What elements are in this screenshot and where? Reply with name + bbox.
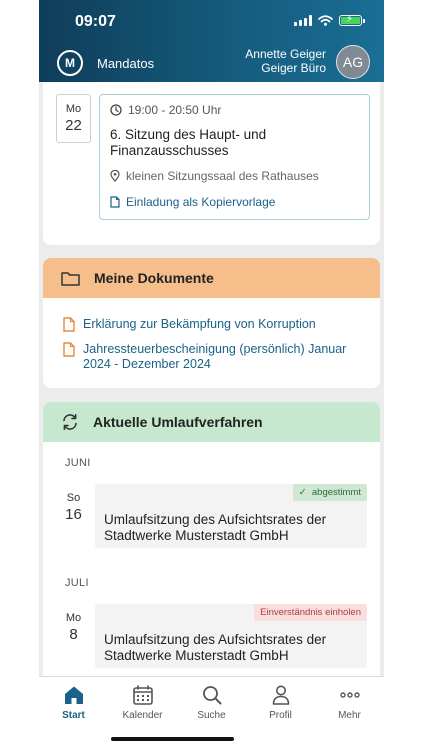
meeting-day: 22 xyxy=(65,117,82,134)
search-icon xyxy=(201,685,223,705)
document-title: Erklärung zur Bekämpfung von Korruption xyxy=(83,317,316,331)
meeting-details[interactable] xyxy=(99,94,370,220)
circulars-header[interactable] xyxy=(43,402,380,442)
documents-header[interactable] xyxy=(43,258,380,298)
battery-icon: ⚡ xyxy=(339,15,362,26)
wifi-icon xyxy=(318,15,333,26)
document-item[interactable] xyxy=(43,342,380,372)
circular-day: 8 xyxy=(69,626,78,643)
document-icon xyxy=(63,317,75,332)
app-title: Mandatos xyxy=(97,55,155,71)
documents-title: Meine Dokumente xyxy=(94,270,214,286)
home-icon xyxy=(63,685,85,705)
tab-label: Kalender xyxy=(122,710,163,721)
app-brand[interactable] xyxy=(57,50,154,76)
invitation-link[interactable] xyxy=(110,195,359,209)
tab-start[interactable] xyxy=(39,677,108,750)
month-label: JUNI xyxy=(65,457,91,469)
meeting-location: kleinen Sitzungssaal des Rathauses xyxy=(126,169,319,183)
invitation-link-label: Einladung als Kopiervorlage xyxy=(126,195,276,209)
status-badge: Einverständnis einholen xyxy=(254,604,367,621)
documents-card xyxy=(43,258,380,388)
circular-day: 16 xyxy=(65,506,82,523)
meeting-weekday: Mo xyxy=(65,103,82,115)
tab-label: Start xyxy=(62,710,85,721)
location-pin-icon xyxy=(110,170,120,182)
circular-item[interactable] xyxy=(95,484,367,548)
tab-label: Suche xyxy=(197,710,226,721)
circular-title: Umlaufsitzung des Aufsichtsrates der Stadtwerke Musterstadt GmbH xyxy=(104,512,327,543)
signal-icon xyxy=(294,15,312,26)
status-badge: ✓ abgestimmt xyxy=(293,484,367,501)
circular-weekday: So xyxy=(66,492,81,504)
person-icon xyxy=(270,685,292,705)
circulars-title: Aktuelle Umlaufverfahren xyxy=(93,414,263,430)
tab-mehr[interactable] xyxy=(315,677,384,750)
meeting-date xyxy=(56,94,91,143)
tab-label: Profil xyxy=(269,710,292,721)
app-screen xyxy=(39,0,384,750)
meeting-time: 19:00 - 20:50 Uhr xyxy=(128,103,222,117)
folder-icon xyxy=(61,271,80,286)
home-indicator xyxy=(111,737,234,741)
circular-title: Umlaufsitzung des Aufsichtsrates der Stadtwerke Musterstadt GmbH xyxy=(104,632,327,663)
circular-date xyxy=(56,612,91,652)
document-item[interactable] xyxy=(43,317,380,332)
app-logo-icon: M xyxy=(57,50,83,76)
meeting-card xyxy=(43,82,380,245)
document-icon xyxy=(110,196,120,208)
user-info[interactable] xyxy=(245,47,326,75)
avatar[interactable]: AG xyxy=(336,45,370,79)
user-name: Annette Geiger xyxy=(245,47,326,61)
more-icon xyxy=(339,685,361,705)
calendar-icon xyxy=(132,685,154,705)
app-header xyxy=(39,0,384,82)
circular-item[interactable] xyxy=(95,604,367,668)
refresh-icon xyxy=(61,413,79,431)
status-time: 09:07 xyxy=(75,13,116,30)
user-organization: Geiger Büro xyxy=(261,61,326,75)
document-title: Jahressteuerbescheinigung (persönlich) Januar 2024 - Dezember 2024 xyxy=(83,342,347,371)
tab-label: Mehr xyxy=(338,710,361,721)
circulars-card xyxy=(43,402,380,702)
status-icons xyxy=(294,15,362,26)
month-label: JULI xyxy=(65,577,89,589)
meeting-title: 6. Sitzung des Haupt- und Finanzausschusses xyxy=(110,127,267,158)
document-icon xyxy=(63,342,75,357)
circular-weekday: Mo xyxy=(65,612,82,624)
tab-profil[interactable] xyxy=(246,677,315,750)
clock-icon xyxy=(110,104,122,116)
circular-date xyxy=(56,492,91,532)
